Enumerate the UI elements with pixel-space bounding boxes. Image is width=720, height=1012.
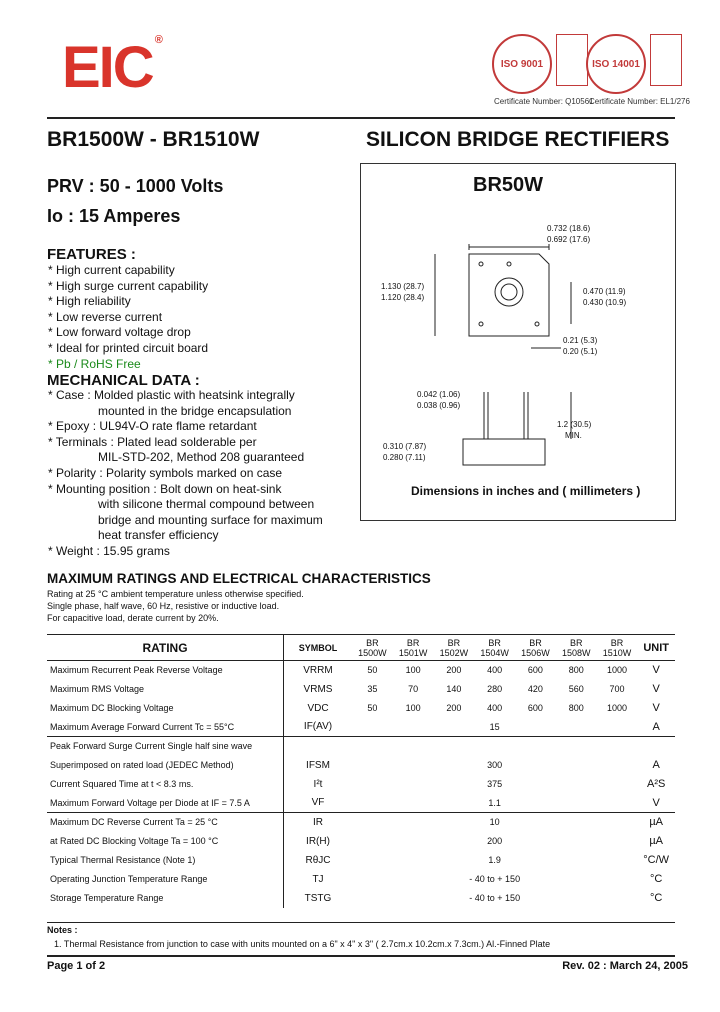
dim-label: 0.038 (0.96) [417, 401, 461, 410]
row-symbol: VDC [307, 702, 329, 714]
dim-label: 1.130 (28.7) [381, 282, 425, 291]
ratings-title: MAXIMUM RATINGS AND ELECTRICAL CHARACTERISTICS [47, 571, 431, 586]
package-name: BR50W [473, 174, 544, 196]
table-row [47, 832, 675, 851]
row-value: 400 [487, 703, 503, 713]
cert-group-2 [586, 34, 682, 94]
unit-header: UNIT [643, 641, 670, 654]
part-header: BR 1501W [398, 637, 428, 658]
row-value: 1000 [606, 665, 627, 676]
dim-label: 0.430 (10.9) [583, 298, 627, 307]
row-label: Operating Junction Temperature Range [47, 870, 284, 889]
table-row [47, 775, 675, 794]
prv-spec: PRV : 50 - 1000 Volts [47, 176, 224, 196]
part-header: BR 1502W [439, 637, 469, 658]
row-value: 100 [405, 703, 421, 713]
row-value: 200 [446, 703, 462, 713]
row-value: 200 [446, 665, 462, 676]
cert-group-1 [492, 34, 588, 94]
notes-title: Notes : [47, 925, 78, 935]
mechanical-line: heat transfer efficiency [98, 528, 219, 543]
part-header: BR 1508W [561, 637, 591, 658]
table-row [47, 794, 675, 813]
feature-item-rohs: * Pb / RoHS Free [48, 356, 141, 371]
mechanical-line: mounted in the bridge encapsulation [98, 403, 292, 418]
row-symbol: IFSM [306, 759, 330, 771]
dim-label: 0.692 (17.6) [547, 235, 591, 244]
row-unit: V [652, 664, 660, 677]
row-symbol: TSTG [304, 892, 332, 904]
row-value: 375 [487, 779, 503, 789]
row-unit: V [652, 702, 660, 714]
mechanical-line: * Terminals : Plated lead solderable per [48, 434, 257, 449]
package-drawing [361, 164, 675, 520]
row-label: Maximum RMS Voltage [47, 680, 284, 699]
mechanical-line: with silicone thermal compound between [98, 497, 315, 512]
feature-item: * Ideal for printed circuit board [48, 340, 209, 355]
row-label: Maximum Average Forward Current Tc = 55°C [47, 718, 284, 737]
mechanical-line: bridge and mounting surface for maximum [98, 512, 323, 527]
row-value: 420 [527, 684, 543, 694]
row-label: Typical Thermal Resistance (Note 1) [47, 851, 284, 870]
dim-label: 0.732 (18.6) [547, 224, 591, 233]
row-symbol: VRMS [303, 683, 333, 695]
row-value: 560 [568, 684, 584, 694]
feature-item: * High current capability [48, 263, 175, 277]
row-symbol: TJ [312, 873, 324, 885]
row-value: 140 [446, 684, 462, 694]
row-value: 100 [405, 665, 421, 676]
notes-rule [47, 922, 675, 923]
package-diagram [360, 163, 676, 521]
part-header: BR 1506W [521, 637, 550, 658]
row-unit: V [652, 683, 660, 695]
part-header: BR 1504W [480, 637, 509, 658]
row-unit: °C [650, 892, 663, 904]
row-label: Maximum DC Reverse Current Ta = 25 °C [47, 813, 284, 832]
row-value: 15 [489, 721, 500, 732]
row-value: 50 [367, 703, 378, 713]
part-header: BR 1510W [602, 637, 632, 658]
top-rule [47, 117, 675, 119]
note-1: 1. Thermal Resistance from junction to case with units mounted on a 6" x 4" x 3" ( 2.7cm.x 10.2cm.x 7.3cm.) Al.-Finned Plate [54, 939, 551, 949]
row-symbol: I²t [313, 778, 323, 790]
row-unit: °C/W [643, 854, 670, 866]
row-symbol: IR(H) [306, 835, 330, 847]
mechanical-list [48, 388, 348, 560]
row-value: 1.9 [488, 855, 501, 865]
row-value: 600 [527, 703, 543, 713]
table-row [47, 813, 675, 832]
row-symbol: IF(AV) [303, 721, 333, 733]
row-label: Storage Temperature Range [47, 889, 284, 908]
dim-label: 0.20 (5.1) [563, 347, 598, 356]
row-value: 800 [568, 703, 584, 713]
mechanical-title: MECHANICAL DATA : [47, 372, 200, 389]
table-row [47, 680, 675, 699]
row-value: 70 [408, 684, 419, 694]
mechanical-line: MIL-STD-202, Method 208 guaranteed [98, 450, 305, 465]
row-symbol [284, 737, 353, 756]
feature-item: * High surge current capability [48, 278, 209, 293]
row-value: 300 [487, 760, 503, 770]
row-value: 35 [367, 684, 378, 694]
eic-logo: EIC ® [62, 34, 161, 100]
table-row [47, 870, 675, 889]
table-row [47, 851, 675, 870]
part-header: BR 1500W [358, 637, 387, 658]
table-row [47, 756, 675, 775]
row-value: 10 [489, 817, 500, 828]
row-unit: V [652, 796, 660, 809]
dim-label: MIN. [565, 431, 582, 440]
row-value: - 40 to + 150 [469, 874, 521, 884]
row-label: Current Squared Time at t < 8.3 ms. [47, 775, 284, 794]
mechanical-line: * Epoxy : UL94V-O rate flame retardant [48, 419, 257, 434]
row-unit: A [652, 759, 660, 771]
row-label: Peak Forward Surge Current Single half sine wave [47, 737, 284, 756]
table-row [47, 889, 675, 908]
row-value: 400 [487, 665, 503, 676]
row-symbol: RθJC [305, 854, 331, 866]
iso14001-badge: ISO 14001 [586, 34, 646, 94]
row-symbol: VF [311, 797, 325, 809]
dim-label: 0.280 (7.11) [383, 453, 426, 462]
row-value: 1.1 [488, 797, 501, 808]
row-unit [637, 737, 675, 756]
row-value: 1000 [606, 703, 627, 713]
io-spec: Io : 15 Amperes [47, 206, 181, 226]
symbol-header: SYMBOL [298, 642, 338, 653]
dim-label: 0.310 (7.87) [383, 442, 427, 451]
part-range-title: BR1500W - BR1510W [47, 128, 260, 151]
row-value: 50 [367, 665, 378, 676]
row-label: at Rated DC Blocking Voltage Ta = 100 °C [47, 832, 284, 851]
ratings-note: Rating at 25 °C ambient temperature unless otherwise specified. [47, 589, 304, 599]
table-row [47, 661, 675, 680]
features-list [48, 263, 348, 372]
row-value: - 40 to + 150 [469, 893, 521, 903]
mechanical-line: * Polarity : Polarity symbols marked on case [48, 465, 283, 480]
row-value: 700 [609, 684, 625, 694]
ratings-table [47, 634, 675, 908]
row-value: 200 [487, 836, 503, 846]
rating-header: RATING [47, 635, 284, 661]
revision: Rev. 02 : March 24, 2005 [562, 960, 688, 972]
ratings-note: Single phase, half wave, 60 Hz, resistive or inductive load. [47, 601, 280, 611]
ratings-note: For capacitive load, derate current by 20%. [47, 613, 219, 623]
cert-number-1: Certificate Number: Q10561 [494, 97, 594, 106]
row-label: Maximum DC Blocking Voltage [47, 699, 284, 718]
dim-label: 0.470 (11.9) [583, 287, 626, 296]
row-unit: A [652, 720, 660, 733]
mechanical-line: * Weight : 15.95 grams [48, 543, 170, 558]
category-title: SILICON BRIDGE RECTIFIERS [366, 128, 670, 151]
row-unit: A²S [647, 778, 666, 790]
cert-number-2: Certificate Number: EL1/276 [589, 97, 690, 106]
row-symbol: IR [313, 816, 323, 828]
row-label: Maximum Recurrent Peak Reverse Voltage [47, 661, 284, 680]
dim-label: 1.120 (28.4) [381, 293, 425, 302]
table-row [47, 699, 675, 718]
cert-flag-icon [556, 34, 588, 86]
row-value: 800 [568, 665, 584, 676]
row-value: 280 [487, 684, 503, 694]
row-unit: µA [649, 835, 664, 847]
cert-flag-icon [650, 34, 682, 86]
row-value: 600 [527, 665, 543, 676]
feature-item: * Low forward voltage drop [48, 325, 191, 340]
row-unit: °C [650, 873, 663, 885]
row-unit: µA [649, 816, 664, 829]
dim-label: 1.2 (30.5) [557, 420, 592, 429]
features-title: FEATURES : [47, 246, 136, 263]
row-symbol: VRRM [303, 664, 333, 676]
row-label: Maximum Forward Voltage per Diode at IF = 7.5 A [47, 794, 284, 813]
row-value [352, 737, 637, 756]
diagram-caption: Dimensions in inches and ( millimeters ) [411, 484, 641, 498]
mechanical-line: * Case : Molded plastic with heatsink integrally [48, 388, 295, 402]
dim-label: 0.21 (5.3) [563, 336, 598, 345]
iso9001-badge: ISO 9001 [492, 34, 552, 94]
page-number: Page 1 of 2 [47, 960, 106, 972]
feature-item: * Low reverse current [48, 309, 163, 324]
table-row [47, 737, 675, 756]
mechanical-line: * Mounting position : Bolt down on heat-sink [48, 481, 282, 496]
table-row [47, 718, 675, 737]
dim-label: 0.042 (1.06) [417, 390, 461, 399]
row-label: Superimposed on rated load (JEDEC Method) [47, 756, 284, 775]
feature-item: * High reliability [48, 294, 131, 309]
bottom-rule [47, 955, 675, 957]
